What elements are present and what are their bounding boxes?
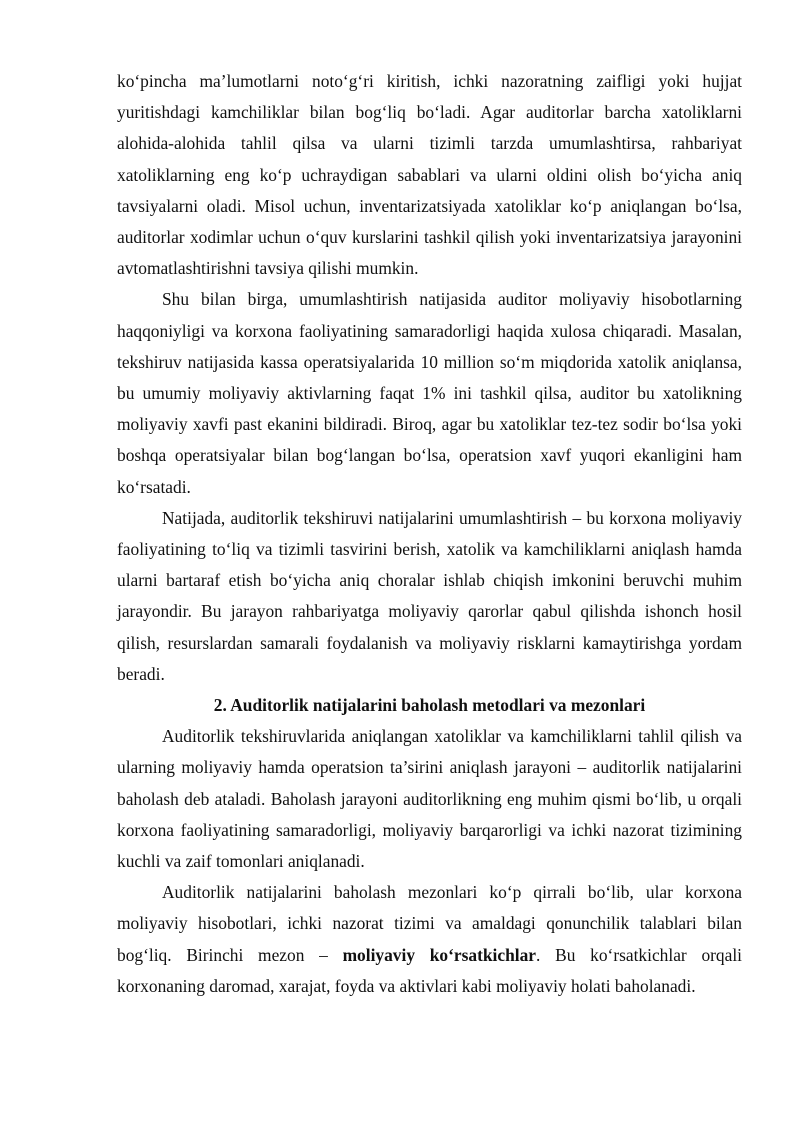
document-page	[117, 66, 742, 1002]
paragraph-conclusion: Natijada, auditorlik tekshiruvi natijalarini umumlashtirish – bu korxona moliyaviy faoliyatining to‘liq va tizimli tasvirini berish, xatolik va kamchiliklarni aniqlash hamda ularni bartaraf etish bo‘yicha aniq choralar ishlab chiqish imkonini beruvchi muhim jarayondir. Bu jarayon rahbariyatga moliyaviy qarorlar qabul qilishda ishonch hosil qilish, resurslardan samarali foydalanish va moliyaviy risklarni kamaytirishga yordam beradi.	[117, 507, 742, 684]
paragraph-evaluation-criteria	[117, 877, 742, 1002]
section-heading: 2. Auditorlik natijalarini baholash metodlari va mezonlari	[213, 695, 646, 716]
paragraph-evaluation-definition: Auditorlik tekshiruvlarida aniqlangan xatoliklar va kamchiliklarni tahlil qilish va ularning moliyaviy hamda operatsion ta’sirini aniqlash jarayoni – auditorlik natijalarini baholash deb ataladi. Baholash jarayoni auditorlikning eng muhim qismi bo‘lib, u orqali korxona faoliyatining samaradorligi, moliyaviy barqarorligi va ichki nazorat tizimining kuchli va zaif tomonlari aniqlanadi.	[117, 726, 742, 872]
paragraph-generalization: Shu bilan birga, umumlashtirish natijasida auditor moliyaviy hisobotlarning haqqoniyligi va korxona faoliyatining samaradorligi haqida xulosa chiqaradi. Masalan, tekshiruv natijasida kassa operatsiyalarida 10 million so‘m miqdorida xatolik aniqlansa, bu umumiy moliyaviy aktivlarning faqat 1% ini tashkil qilsa, auditor bu xatolikning moliyaviy xavfi past ekanini bildiradi. Biroq, agar bu xatoliklar tez-tez sodir bo‘lsa yoki boshqa operatsiyalar bilan bog‘langan bo‘lsa, operatsion xavf yuqori ekanligini ham ko‘rsatadi.	[117, 289, 742, 497]
paragraph-continuation: ko‘pincha ma’lumotlarni noto‘g‘ri kiritish, ichki nazoratning zaifligi yoki hujjat yuritishdagi kamchiliklar bilan bog‘liq bo‘ladi. Agar auditorlar barcha xatoliklarni alohida-alohida tahlil qilsa va ularni tizimli tarzda umumlashtirsa, rahbariyat xatoliklarning eng ko‘p uchraydigan sabablari va ularni oldini olish bo‘yicha aniq tavsiyalarni oladi. Misol uchun, inventarizatsiyada xatoliklar ko‘p aniqlangan bo‘lsa, auditorlar xodimlar uchun o‘quv kurslarini tashkil qilish yoki inventarizatsiya jarayonini avtomatlashtirishni tavsiya qilishi mumkin.	[117, 71, 742, 279]
criteria-bold-term: moliyaviy ko‘rsatkichlar	[342, 944, 537, 965]
criteria-text-after: . Bu ko‘rsatkichlar orqali korxonaning daromad, xarajat, foyda va aktivlari kabi moliyaviy holati baholanadi.	[117, 944, 743, 996]
criteria-text-before: Auditorlik natijalarini baholash mezonlari ko‘p qirrali bo‘lib, ular korxona moliyaviy hisobotlari, ichki nazorat tizimi va amaldagi qonunchilik talablari bilan bog‘liq. Birinchi mezon –	[117, 882, 742, 965]
